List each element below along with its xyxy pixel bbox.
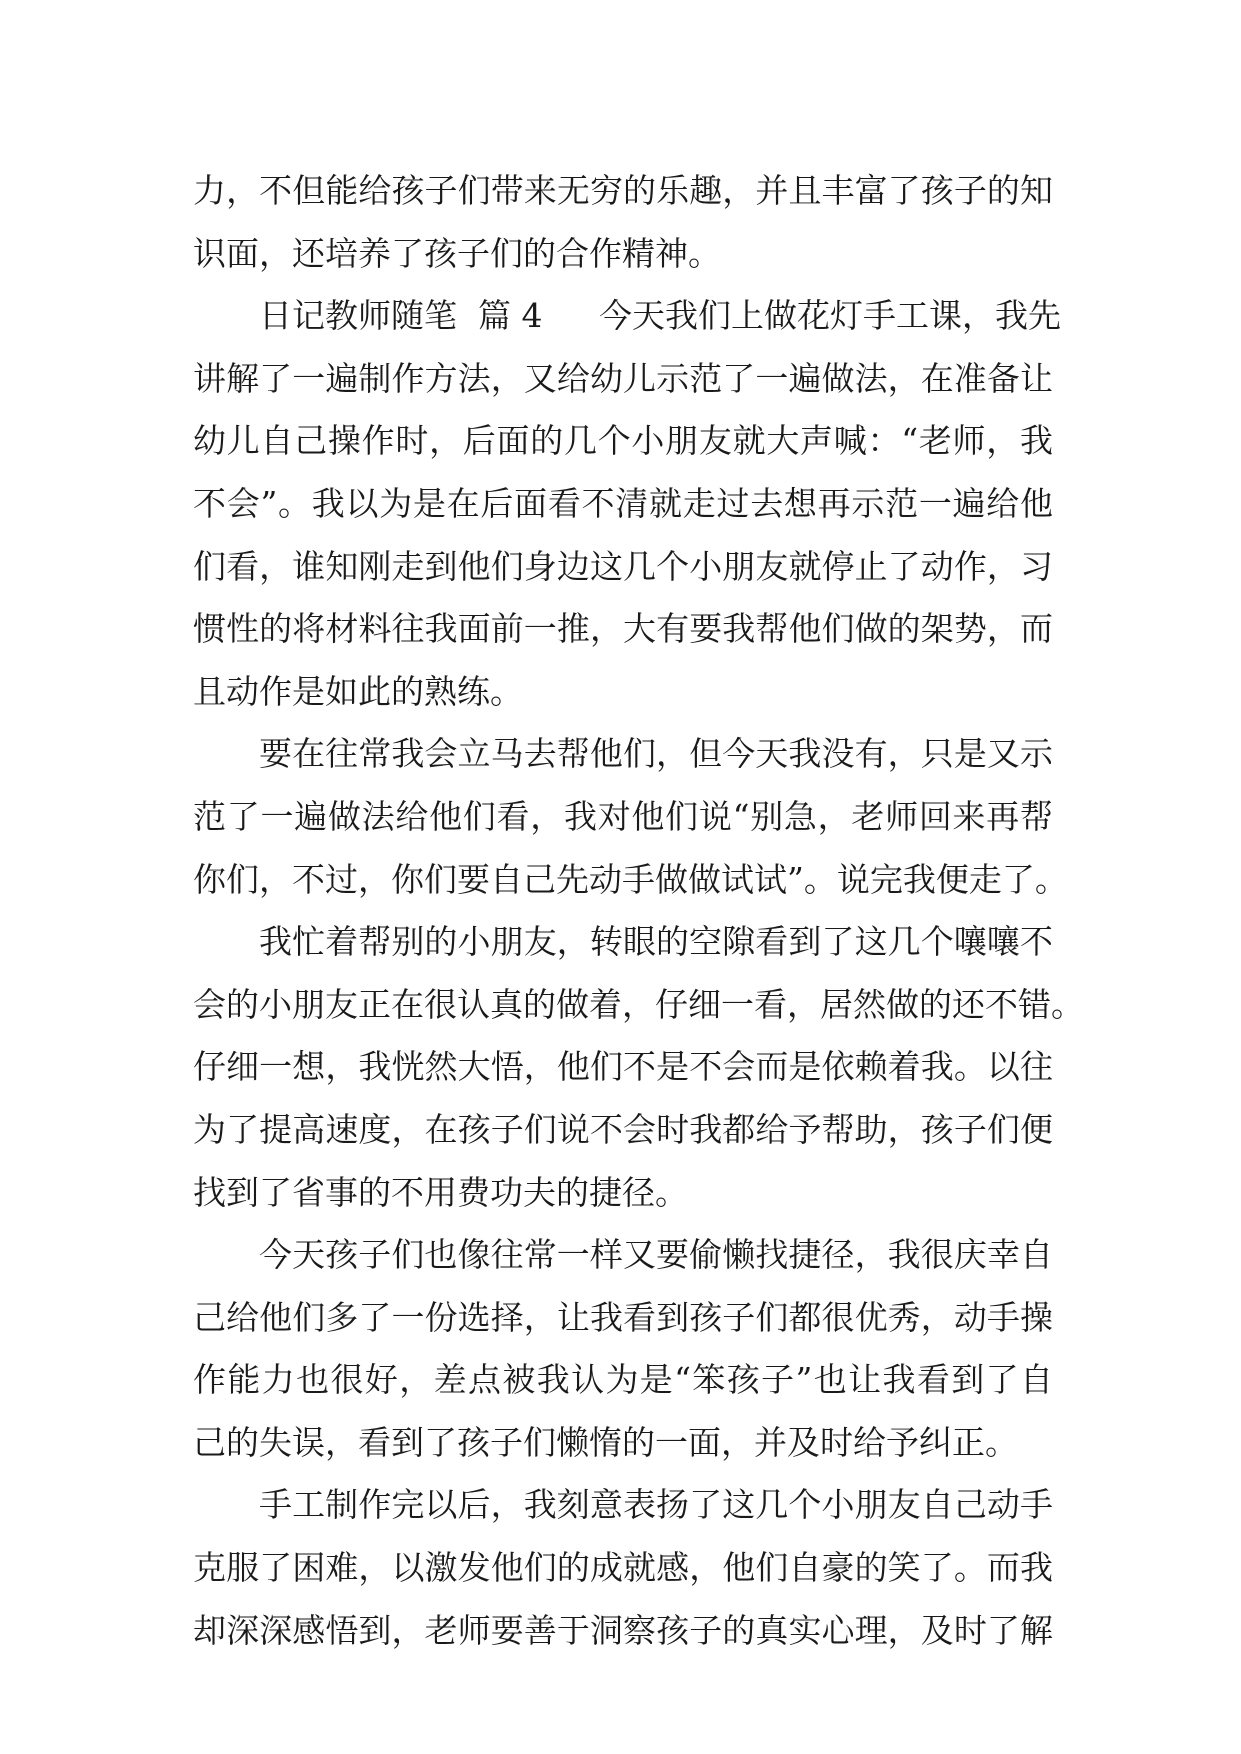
text-line: 你们，不过，你们要自己先动手做做试试”。说完我便走了。 (193, 859, 1068, 899)
section-heading: 日记教师随笔 篇 4 (259, 296, 543, 336)
body-text (193, 160, 1084, 1662)
paragraph-first-line: 我忙着帮别的小朋友，转眼的空隙看到了这几个嚷嚷不 (259, 922, 1053, 962)
text-line: 惯性的将材料往我面前一推，大有要我帮他们做的架势，而 (193, 609, 1053, 649)
text-line: 且动作是如此的熟练。 (193, 671, 523, 711)
text-line: 己的失误，看到了孩子们懒惰的一面，并及时给予纠正。 (193, 1422, 1018, 1462)
text-line: 幼儿自己操作时，后面的几个小朋友就大声喊：“老师，我 (193, 421, 1053, 461)
text-line: 作能力也很好，差点被我认为是“笨孩子”也让我看到了自 (193, 1360, 1053, 1400)
text-line: 会的小朋友正在很认真的做着，仔细一看，居然做的还不错。 (193, 984, 1084, 1024)
text-line: 找到了省事的不用费功夫的捷径。 (193, 1172, 688, 1212)
text-line: 今天我们上做花灯手工课，我先 (599, 296, 1061, 336)
text-line: 己给他们多了一份选择，让我看到孩子们都很优秀，动手操 (193, 1297, 1053, 1337)
text-line: 不会”。我以为是在后面看不清就走过去想再示范一遍给他 (193, 483, 1053, 523)
text-line: 仔细一想，我恍然大悟，他们不是不会而是依赖着我。以往 (193, 1047, 1053, 1087)
section-heading-line (193, 285, 1061, 348)
text-line: 讲解了一遍制作方法，又给幼儿示范了一遍做法，在准备让 (193, 358, 1053, 398)
text-line: 识面，还培养了孩子们的合作精神。 (193, 233, 721, 273)
text-line: 为了提高速度，在孩子们说不会时我都给予帮助，孩子们便 (193, 1109, 1053, 1149)
paragraph-first-line: 今天孩子们也像往常一样又要偷懒找捷径，我很庆幸自 (259, 1235, 1053, 1275)
paragraph-first-line: 要在往常我会立马去帮他们，但今天我没有，只是又示 (259, 734, 1053, 774)
text-line: 力，不但能给孩子们带来无穷的乐趣，并且丰富了孩子的知 (193, 171, 1053, 210)
text-line: 却深深感悟到，老师要善于洞察孩子的真实心理，及时了解 (193, 1610, 1053, 1650)
text-line: 们看，谁知刚走到他们身边这几个小朋友就停止了动作，习 (193, 546, 1053, 586)
text-line: 范了一遍做法给他们看，我对他们说“别急，老师回来再帮 (193, 796, 1053, 836)
text-line: 克服了困难，以激发他们的成就感，他们自豪的笑了。而我 (193, 1548, 1053, 1588)
paragraph-first-line: 手工制作完以后，我刻意表扬了这几个小朋友自己动手 (259, 1485, 1053, 1525)
